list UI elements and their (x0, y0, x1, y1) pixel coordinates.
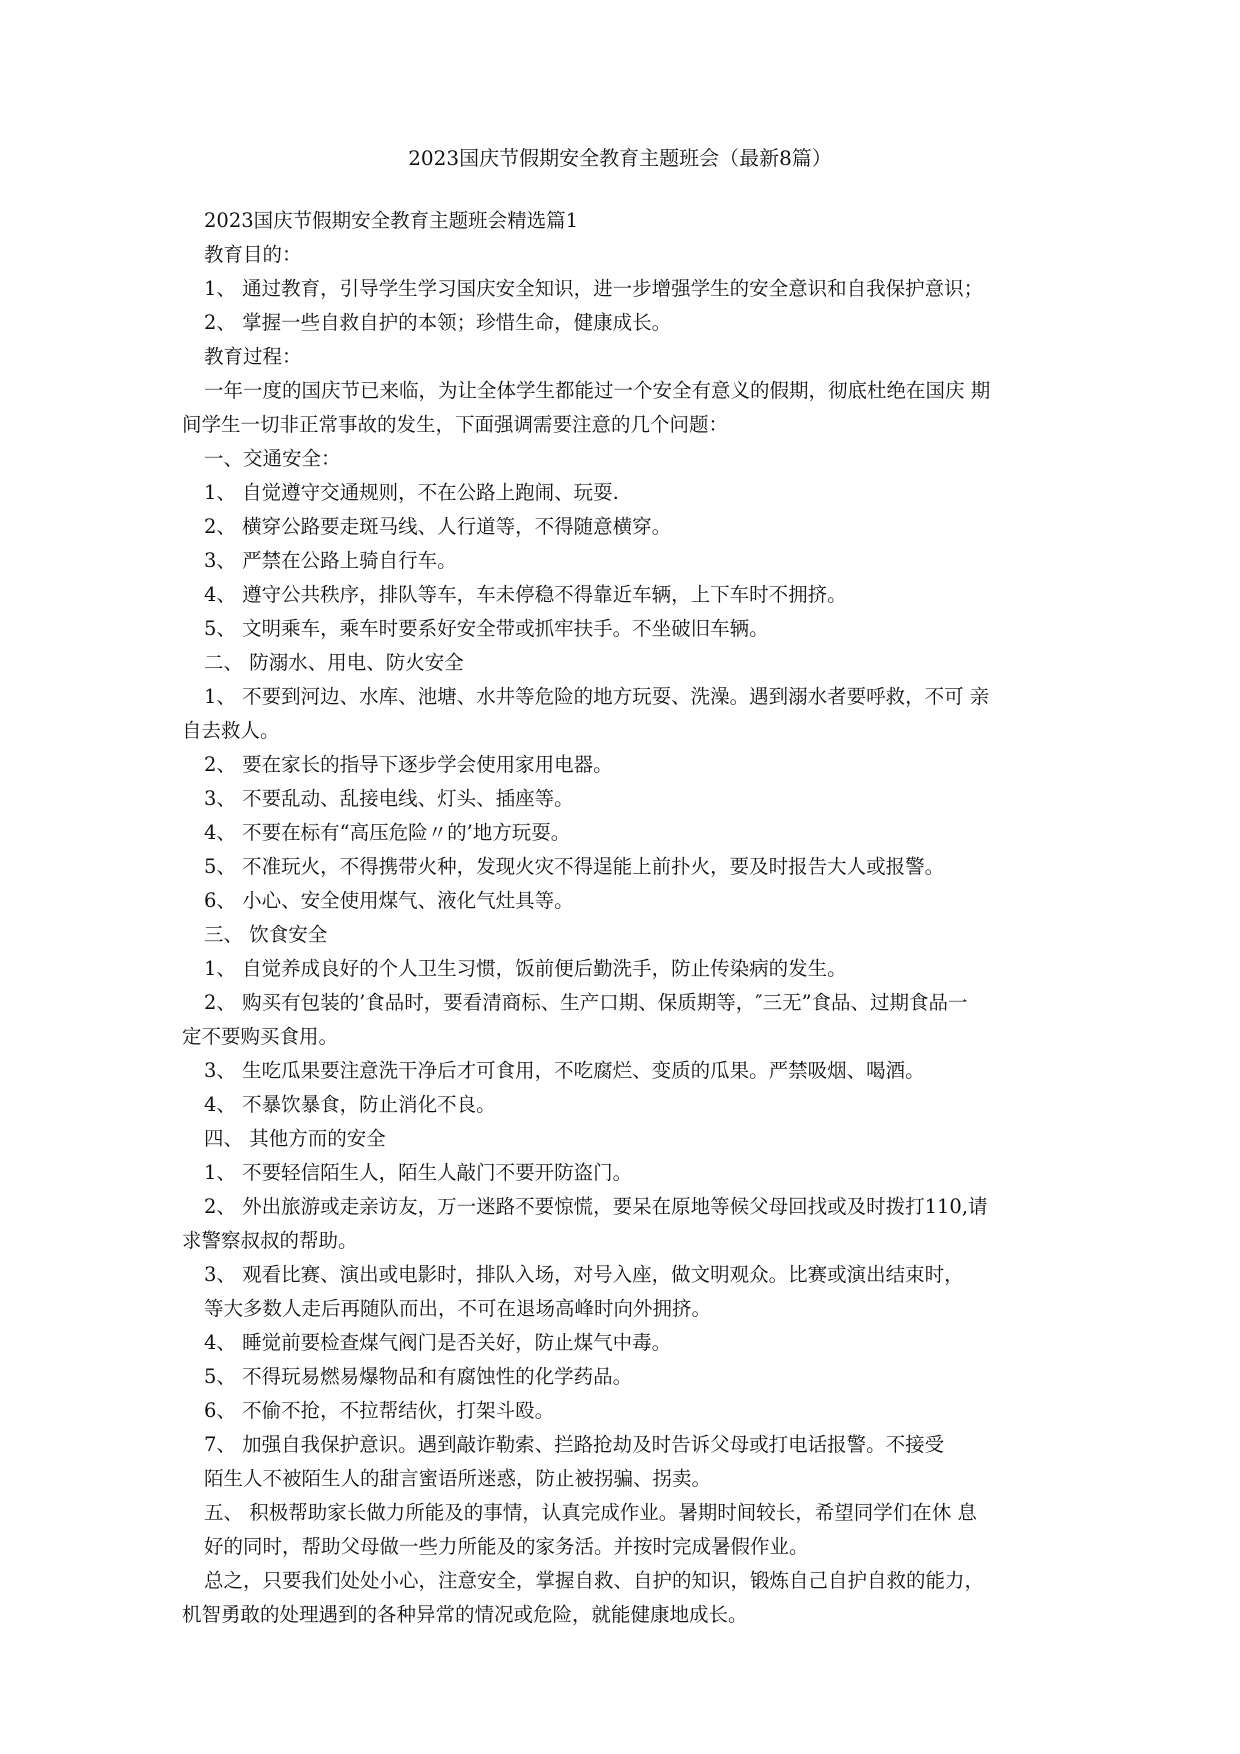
document-body (182, 204, 1062, 1632)
body-line: 5、 不得玩易燃易爆物品和有腐蚀性的化学药品。 (204, 1365, 633, 1388)
body-line: 3、 生吃瓜果要注意洗干净后才可食用，不吃腐烂、变质的瓜果。严禁吸烟、喝酒。 (204, 1059, 925, 1082)
body-line: 间学生一切非正常事故的发生，下面强调需要注意的几个问题： (182, 413, 729, 436)
body-line: 4、 不暴饮暴食，防止消化不良。 (204, 1093, 496, 1116)
body-line: 2、 要在家长的指导下逐步学会使用家用电器。 (204, 753, 613, 776)
body-line: 自去救人。 (182, 719, 280, 742)
body-line: 1、 自觉遵守交通规则，不在公路上跑闹、玩耍. (204, 481, 619, 504)
body-line: 3、 观看比赛、演出或电影时，排队入场，对号入座，做文明观众。比赛或演出结束时， (204, 1263, 964, 1286)
body-line: 3、 严禁在公路上骑自行车。 (204, 549, 457, 572)
body-line: 1、 不要到河边、水库、池塘、水井等危险的地方玩耍、洗澡。遇到溺水者要呼救，不可 亲 (204, 685, 990, 708)
body-line: 2023国庆节假期安全教育主题班会精选篇1 (204, 209, 579, 232)
body-line: 好的同时，帮助父母做一些力所能及的家务活。并按时完成暑假作业。 (204, 1535, 809, 1558)
body-line: 4、 不要在标有“高压危险〃的’地方玩耍。 (204, 821, 571, 844)
body-line: 一、交通安全： (204, 447, 341, 470)
body-line: 四、 其他方而的安全 (204, 1127, 386, 1150)
body-line: 5、 不准玩火，不得携带火种，发现火灾不得逞能上前扑火，要及时报告大人或报警。 (204, 855, 945, 878)
body-line: 2、 外出旅游或走亲访友，万一迷路不要惊慌，要呆在原地等候父母回找或及时拨打110,请 (204, 1195, 988, 1218)
body-line: 7、 加强自我保护意识。遇到敲诈勒索、拦路抢劫及时告诉父母或打电话报警。不接受 (204, 1433, 945, 1456)
body-line: 4、 睡觉前要检查煤气阀门是否关好，防止煤气中毒。 (204, 1331, 672, 1354)
body-line: 1、 通过教育，引导学生学习国庆安全知识，进一步增强学生的安全意识和自我保护意识； (204, 277, 984, 300)
body-line: 陌生人不被陌生人的甜言蜜语所迷惑，防止被拐骗、拐卖。 (204, 1467, 712, 1490)
body-line: 求警察叔叔的帮助。 (182, 1229, 358, 1252)
body-line: 教育过程： (204, 345, 302, 368)
body-line: 1、 不要轻信陌生人，陌生人敲门不要开防盗门。 (204, 1161, 633, 1184)
body-line: 总之，只要我们处处小心，注意安全，掌握自救、自护的知识，锻炼自己自护自救的能力， (204, 1569, 985, 1592)
body-line: 5、 文明乘车，乘车时要系好安全带或抓牢扶手。不坐破旧车辆。 (204, 617, 769, 640)
body-line: 等大多数人走后再随队而出，不可在退场高峰时向外拥挤。 (204, 1297, 712, 1320)
body-line: 2、 掌握一些自救自护的本领；珍惜生命，健康成长。 (204, 311, 672, 334)
body-line: 3、 不要乱动、乱接电线、灯头、插座等。 (204, 787, 574, 810)
body-line: 三、 饮食安全 (204, 923, 328, 946)
body-line: 2、 横穿公路要走斑马线、人行道等，不得随意横穿。 (204, 515, 672, 538)
body-line: 1、 自觉养成良好的个人卫生习惯，饭前便后勤洗手，防止传染病的发生。 (204, 957, 847, 980)
body-line: 教育目的： (204, 243, 302, 266)
body-line: 二、 防溺水、用电、防火安全 (204, 651, 464, 674)
body-line: 4、 遵守公共秩序，排队等车，车未停稳不得靠近车辆，上下车时不拥挤。 (204, 583, 847, 606)
body-line: 机智勇敢的处理遇到的各种异常的情况或危险，就能健康地成长。 (182, 1603, 748, 1626)
body-line: 定不要购买食用。 (182, 1025, 339, 1048)
body-line: 2、 购买有包装的’食品时，要看清商标、生产口期、保质期等，″三无”食品、过期食品一 (204, 991, 968, 1014)
body-line: 6、 小心、安全使用煤气、液化气灶具等。 (204, 889, 574, 912)
document-title: 2023国庆节假期安全教育主题班会（最新8篇） (408, 146, 832, 170)
body-line: 一年一度的国庆节已来临，为让全体学生都能过一个安全有意义的假期，彻底杜绝在国庆 期 (204, 379, 991, 402)
body-line: 6、 不偷不抢，不拉帮结伙，打架斗殴。 (204, 1399, 555, 1422)
body-line: 五、 积极帮助家长做力所能及的事情，认真完成作业。暑期时间较长，希望同学们在休 息 (204, 1501, 977, 1524)
